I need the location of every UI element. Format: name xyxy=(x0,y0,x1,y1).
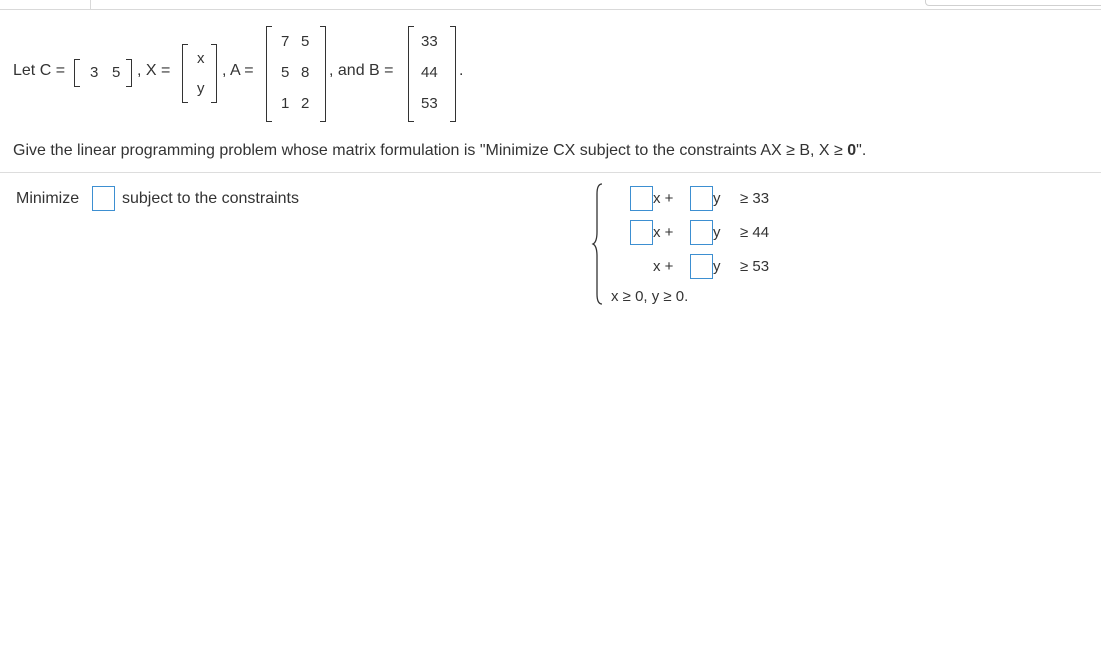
constraint-2-x-coef-input[interactable] xyxy=(630,220,653,245)
constraint-brace xyxy=(590,182,606,306)
constraint-1-rhs: ≥ 33 xyxy=(740,190,770,207)
prompt-end: ". xyxy=(856,142,867,159)
end-period: . xyxy=(459,62,464,79)
constraint-2-y-term: y xyxy=(713,224,721,241)
a-entry-21: 5 xyxy=(281,64,290,81)
a-left-bracket xyxy=(266,26,272,122)
constraint-2-rhs: ≥ 44 xyxy=(740,224,770,241)
b-entry-2: 44 xyxy=(421,64,438,81)
constraint-3-x-term: x + xyxy=(653,258,674,275)
b-entry-1: 33 xyxy=(421,33,438,50)
objective-input[interactable] xyxy=(92,186,115,211)
a-entry-12: 5 xyxy=(301,33,310,50)
c-right-bracket xyxy=(126,59,132,87)
nonnegativity-constraint: x ≥ 0, y ≥ 0. xyxy=(611,288,689,305)
subject-label: subject to the constraints xyxy=(122,190,299,207)
x-left-bracket xyxy=(182,44,188,103)
b-label: , and B = xyxy=(329,62,394,79)
let-c-label: Let C = xyxy=(13,62,66,79)
a-entry-22: 8 xyxy=(301,64,310,81)
prompt-text: Give the linear programming problem whose matrix formulation is "Minimize CX subject to the constraints AX ≥ B, X ≥ xyxy=(13,142,848,159)
section-divider xyxy=(0,172,1101,173)
top-tab-divider xyxy=(90,0,91,9)
a-entry-31: 1 xyxy=(281,95,290,112)
a-entry-32: 2 xyxy=(301,95,310,112)
x-entry-1: x xyxy=(197,50,205,67)
c-entry-1: 3 xyxy=(90,64,99,81)
constraint-2-x-term: x + xyxy=(653,224,674,241)
constraint-3-rhs: ≥ 53 xyxy=(740,258,770,275)
x-label: , X = xyxy=(137,62,171,79)
a-label: , A = xyxy=(222,62,254,79)
question-prompt xyxy=(13,142,866,160)
constraint-2-y-coef-input[interactable] xyxy=(690,220,713,245)
b-right-bracket xyxy=(450,26,456,122)
b-entry-3: 53 xyxy=(421,95,438,112)
a-entry-11: 7 xyxy=(281,33,290,50)
minimize-label: Minimize xyxy=(16,190,80,207)
constraint-3-y-coef-input[interactable] xyxy=(690,254,713,279)
top-right-control[interactable] xyxy=(925,0,1101,6)
constraint-1-x-term: x + xyxy=(653,190,674,207)
constraint-1-y-term: y xyxy=(713,190,721,207)
x-entry-2: y xyxy=(197,80,205,97)
c-entry-2: 5 xyxy=(112,64,121,81)
c-left-bracket xyxy=(74,59,80,87)
x-right-bracket xyxy=(211,44,217,103)
constraint-1-y-coef-input[interactable] xyxy=(690,186,713,211)
b-left-bracket xyxy=(408,26,414,122)
constraint-3-y-term: y xyxy=(713,258,721,275)
constraint-1-x-coef-input[interactable] xyxy=(630,186,653,211)
a-right-bracket xyxy=(320,26,326,122)
prompt-zero-vector: 0 xyxy=(847,142,857,159)
top-divider xyxy=(0,9,1101,10)
